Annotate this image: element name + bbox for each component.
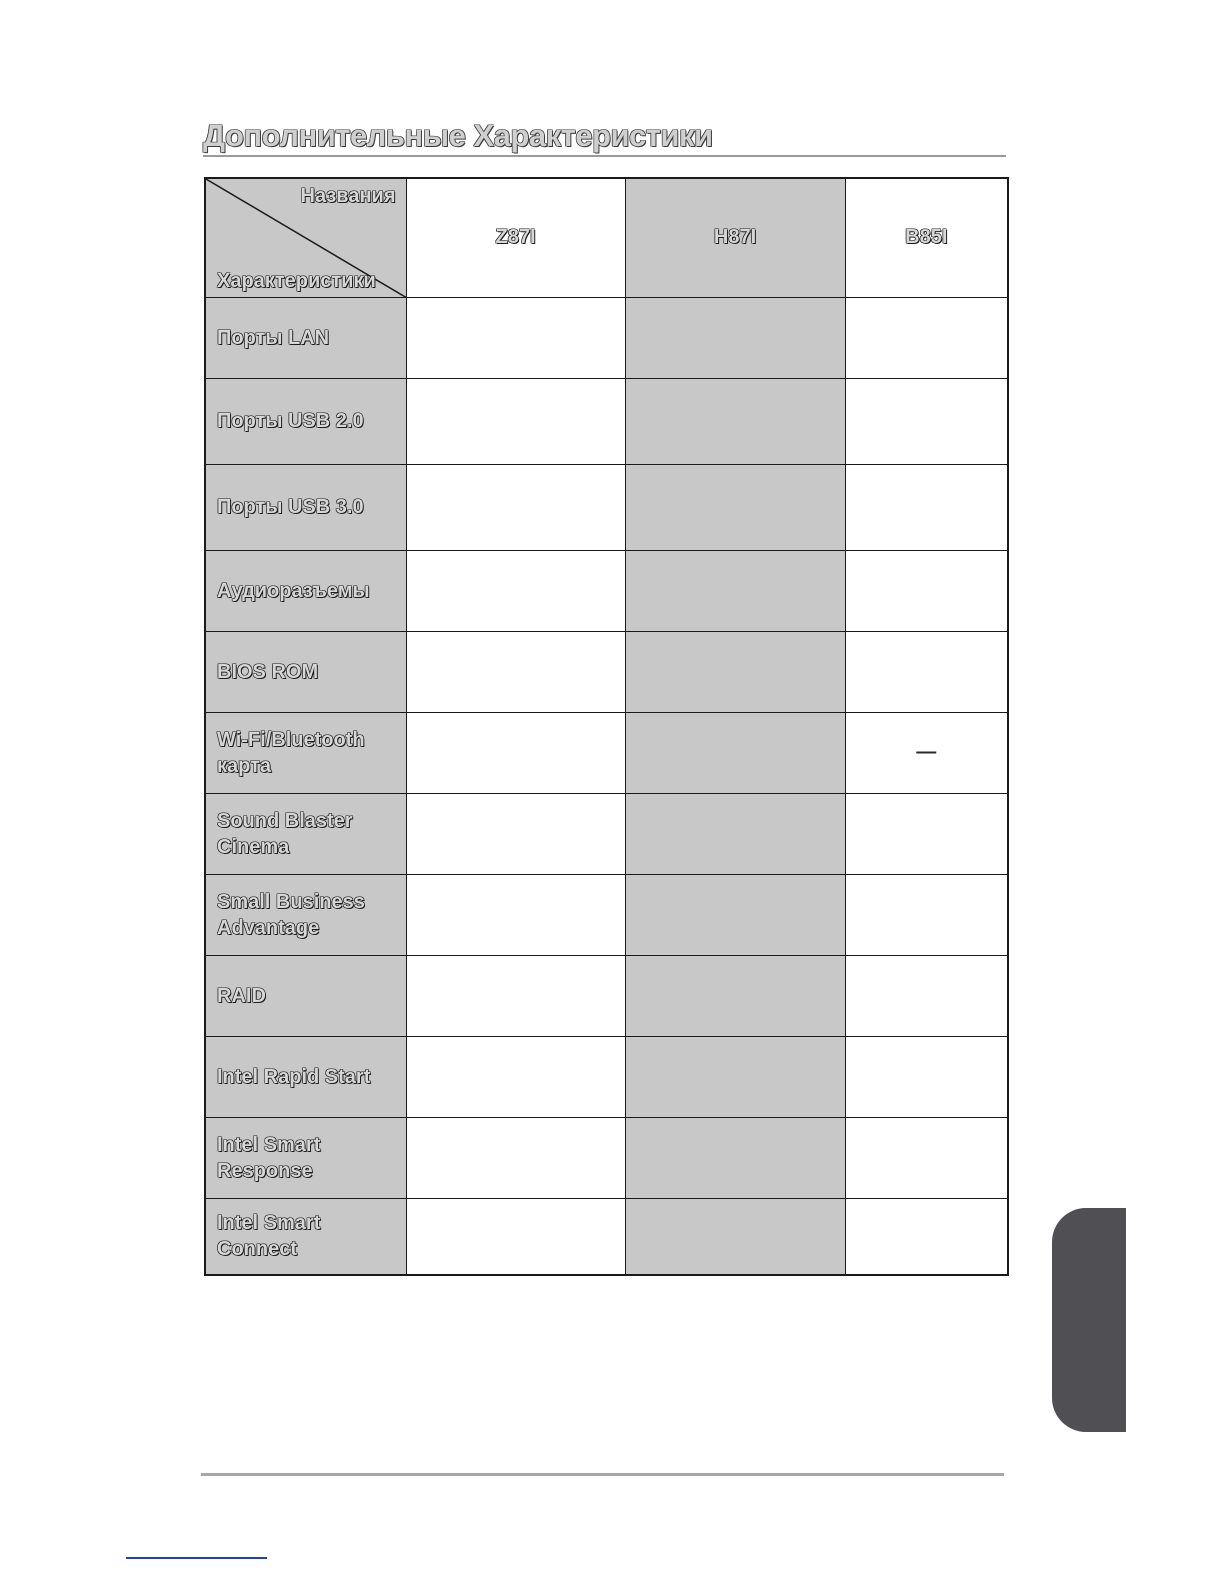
value-cell — [845, 793, 1008, 874]
value-cell — [625, 378, 845, 464]
row-label: Аудиоразъемы — [205, 550, 406, 631]
value-cell — [625, 464, 845, 550]
value-cell — [625, 1117, 845, 1198]
value-cell — [845, 464, 1008, 550]
chapter-side-tab — [1052, 1208, 1126, 1432]
value-cell — [625, 631, 845, 712]
row-label: Intel Smart Response — [205, 1117, 406, 1198]
value-cell — [625, 1036, 845, 1117]
value-cell — [406, 297, 625, 378]
table-row — [205, 297, 1008, 378]
model-header-h87i: H87I — [625, 178, 845, 297]
model-header-z87i: Z87I — [406, 178, 625, 297]
value-cell — [406, 1036, 625, 1117]
row-label: Порты USB 2.0 — [205, 378, 406, 464]
value-cell — [406, 874, 625, 955]
row-label: RAID — [205, 955, 406, 1036]
table-row — [205, 550, 1008, 631]
corner-bottom-label: Характеристики — [217, 269, 376, 292]
table-row — [205, 1117, 1008, 1198]
value-cell — [406, 1198, 625, 1275]
row-label: Intel Smart Connect — [205, 1198, 406, 1275]
value-cell — [406, 1117, 625, 1198]
value-cell — [625, 297, 845, 378]
value-cell — [845, 378, 1008, 464]
model-header-b85i: B85I — [845, 178, 1008, 297]
value-cell — [845, 550, 1008, 631]
value-cell — [406, 631, 625, 712]
row-label: BIOS ROM — [205, 631, 406, 712]
table-row — [205, 874, 1008, 955]
value-cell — [406, 793, 625, 874]
value-cell — [625, 793, 845, 874]
row-label: Wi-Fi/Bluetooth карта — [205, 712, 406, 793]
value-cell — [845, 297, 1008, 378]
row-label: Порты LAN — [205, 297, 406, 378]
row-label: Sound Blaster Cinema — [205, 793, 406, 874]
value-cell — [845, 1198, 1008, 1275]
value-cell — [406, 955, 625, 1036]
table-row — [205, 955, 1008, 1036]
value-cell — [845, 955, 1008, 1036]
value-cell — [406, 550, 625, 631]
table-row — [205, 631, 1008, 712]
value-cell — [625, 550, 845, 631]
spec-comparison-table — [204, 177, 1009, 1276]
value-cell — [625, 955, 845, 1036]
page-title: Дополнительные Характеристики — [203, 118, 713, 153]
table-row — [205, 1198, 1008, 1275]
value-cell — [406, 464, 625, 550]
table-row — [205, 378, 1008, 464]
row-label: Порты USB 3.0 — [205, 464, 406, 550]
row-label: Small Business Advantage — [205, 874, 406, 955]
value-cell — [406, 712, 625, 793]
value-cell — [625, 712, 845, 793]
corner-header-cell — [205, 178, 406, 297]
value-cell — [845, 631, 1008, 712]
row-label: Intel Rapid Start — [205, 1036, 406, 1117]
table-row — [205, 793, 1008, 874]
table-row — [205, 464, 1008, 550]
footer-rule — [201, 1473, 1004, 1476]
value-cell — [406, 378, 625, 464]
title-underline — [203, 155, 1006, 157]
value-cell — [845, 874, 1008, 955]
value-cell — [845, 1036, 1008, 1117]
header-row — [205, 178, 1008, 297]
bottom-link-underline — [126, 1557, 267, 1559]
value-cell — [625, 1198, 845, 1275]
table-row — [205, 1036, 1008, 1117]
value-cell — [845, 1117, 1008, 1198]
value-cell — [625, 874, 845, 955]
corner-top-label: Названия — [300, 185, 396, 207]
value-cell-not-available: — — [845, 712, 1008, 793]
table-row — [205, 712, 1008, 793]
